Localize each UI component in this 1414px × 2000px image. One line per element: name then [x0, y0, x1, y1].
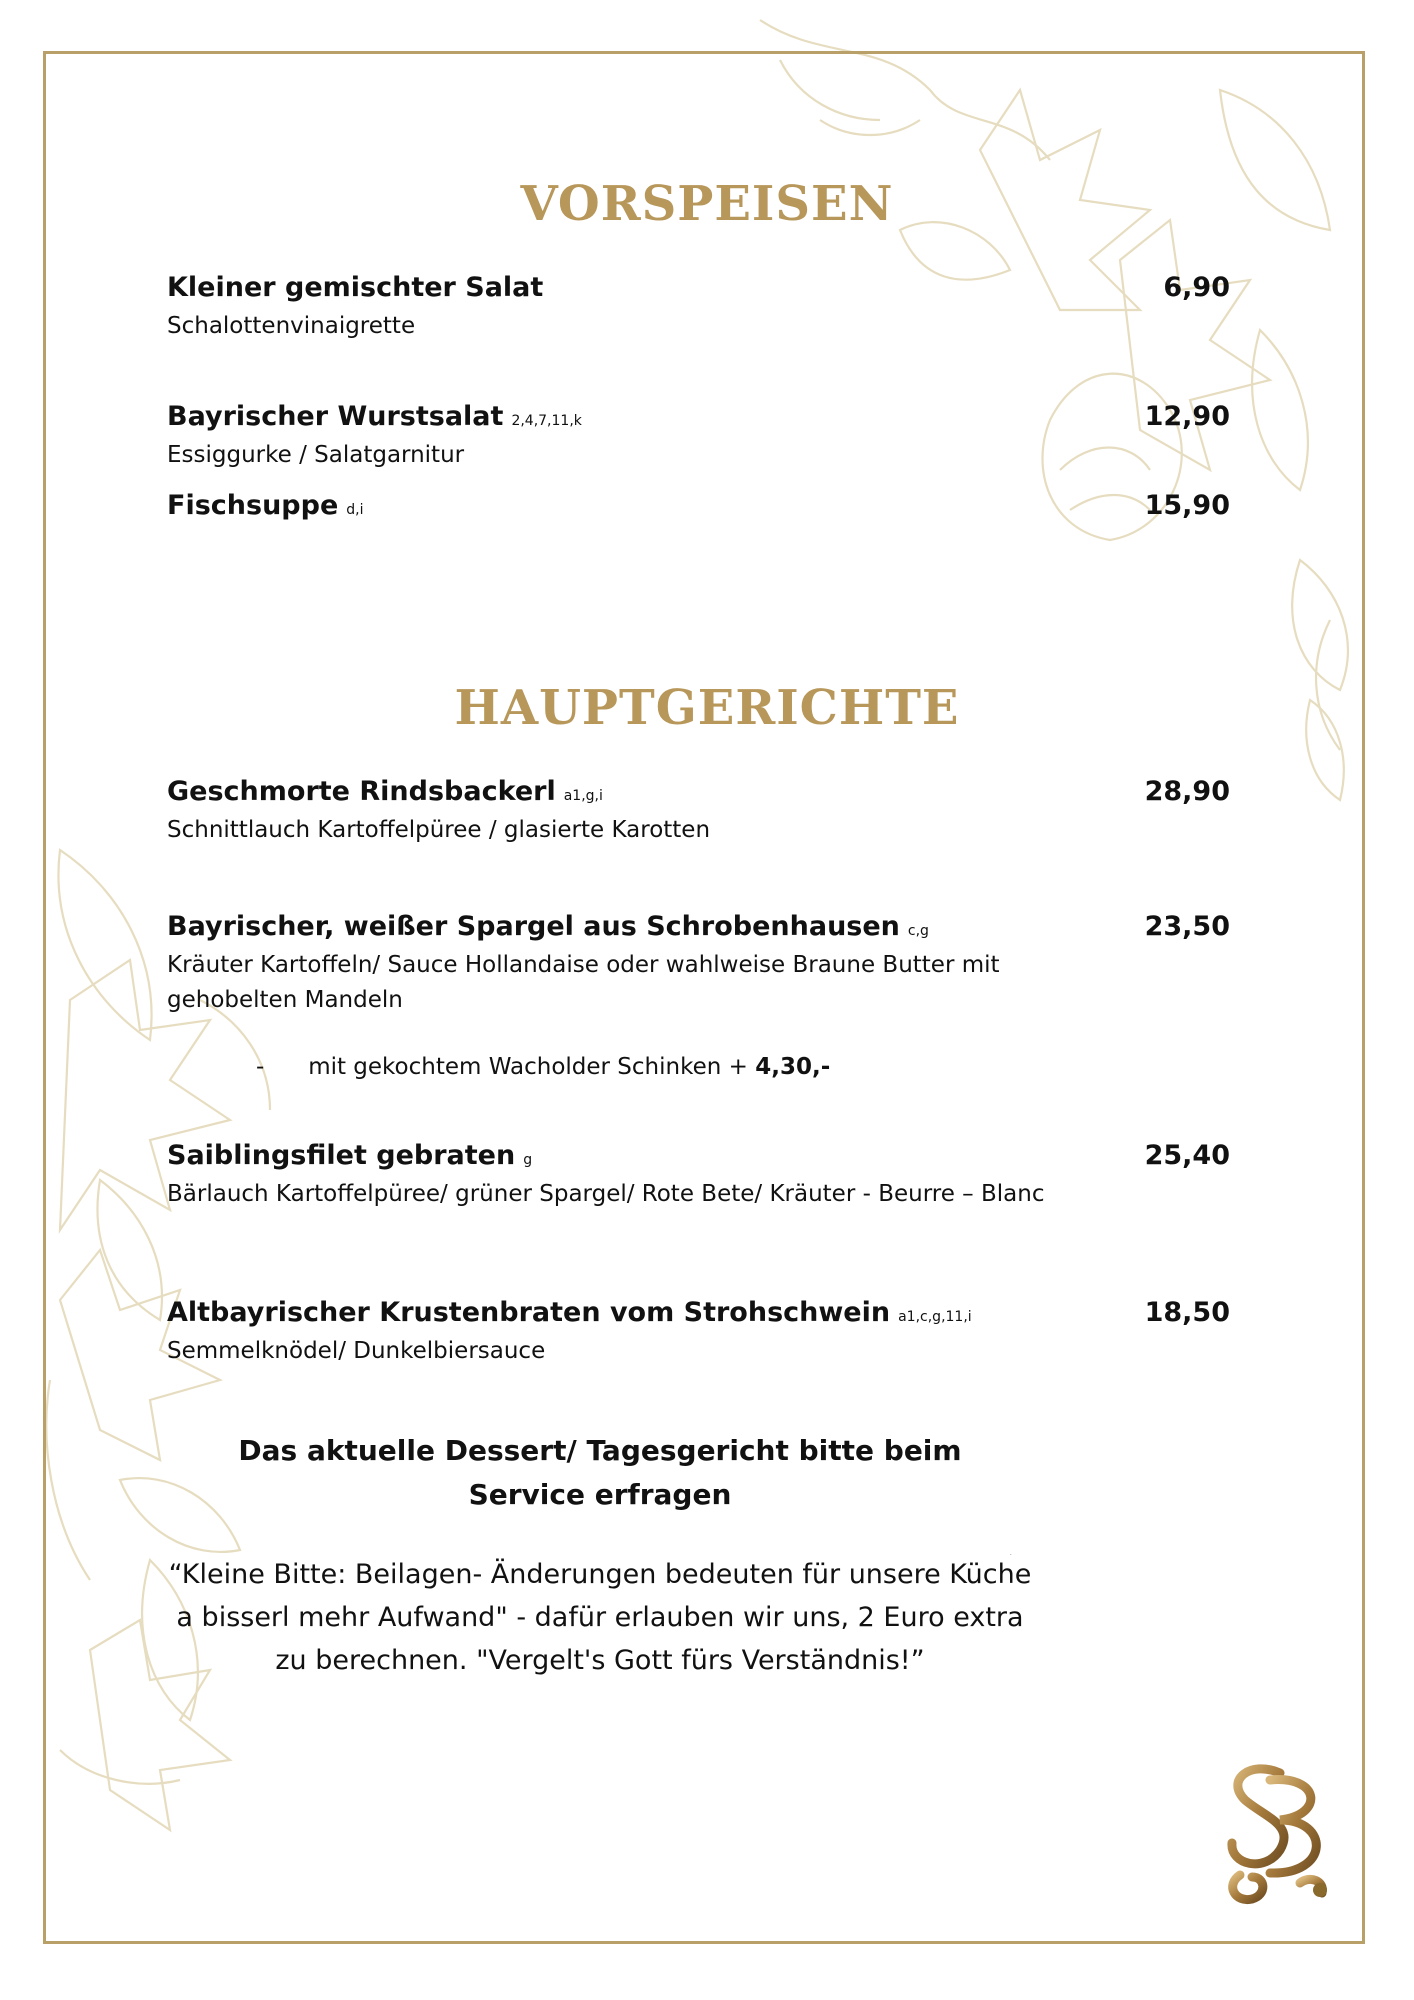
menu-item-addon — [256, 1054, 830, 1080]
logo-text: SB — [1010, 1555, 1012, 1556]
allergen-codes: d,i — [346, 502, 364, 518]
menu-item-price: 28,90 — [1144, 776, 1230, 807]
menu-item-name: Kleiner gemischter Salat — [167, 272, 544, 303]
section-title-starters: VORSPEISEN — [520, 176, 894, 232]
menu-item-description: Bärlauch Kartoffelpüree/ grüner Spargel/ Rote Bete/ Kräuter - Beurre – Blanc — [167, 1181, 1045, 1207]
allergen-codes: a1,c,g,11,i — [898, 1309, 972, 1325]
addon-text: mit gekochtem Wacholder Schinken + — [308, 1054, 756, 1080]
menu-item-name: Bayrischer Wurstsalat 2,4,7,11,k — [167, 401, 582, 432]
section-title-mains: HAUPTGERICHTE — [454, 680, 960, 736]
menu-item-price: 15,90 — [1144, 490, 1230, 521]
menu-item-description: Kräuter Kartoffeln/ Sauce Hollandaise oder wahlweise Braune Butter mit gehobelten Mandeln — [167, 952, 1000, 1013]
sb-monogram-logo — [1010, 1555, 1350, 1905]
menu-item-name: Saiblingsfilet gebraten g — [167, 1140, 533, 1171]
menu-item-description: Schalottenvinaigrette — [167, 313, 416, 339]
allergen-codes: g — [523, 1152, 533, 1168]
menu-item-name: Geschmorte Rindsbackerl a1,g,i — [167, 776, 603, 807]
menu-item-price: 12,90 — [1144, 401, 1230, 432]
dessert-notice: Das aktuelle Dessert/ Tagesgericht bitte beim Service erfragen — [238, 1434, 962, 1511]
menu-item-price: 23,50 — [1144, 911, 1230, 942]
menu-item-price: 25,40 — [1144, 1140, 1230, 1171]
addon-bullet: - — [256, 1054, 265, 1080]
menu-item-price: 18,50 — [1144, 1297, 1230, 1328]
allergen-codes: c,g — [907, 923, 929, 939]
menu-item-name: Fischsuppe d,i — [167, 490, 364, 521]
addon-price: 4,30,- — [755, 1054, 831, 1080]
menu-item-description: Schnittlauch Kartoffelpüree / glasierte Karotten — [167, 817, 711, 843]
menu-item-name: Bayrischer, weißer Spargel aus Schrobenhausen c,g — [167, 911, 929, 942]
allergen-codes: a1,g,i — [563, 788, 603, 804]
menu-item-description: Semmelknödel/ Dunkelbiersauce — [167, 1338, 546, 1364]
menu-item-description: Essiggurke / Salatgarnitur — [167, 442, 465, 468]
side-dish-change-note: “Kleine Bitte: Beilagen- Änderungen bedeuten für unsere Küche a bisserl mehr Aufwand" - dafür erlauben wir uns, 2 Euro extra zu berechnen. "Vergelt's Gott fürs Verständnis!” — [168, 1559, 1032, 1676]
allergen-codes: 2,4,7,11,k — [511, 413, 582, 429]
menu-item-name: Altbayrischer Krustenbraten vom Strohschwein a1,c,g,11,i — [167, 1297, 972, 1328]
menu-item-price: 6,90 — [1163, 272, 1230, 303]
